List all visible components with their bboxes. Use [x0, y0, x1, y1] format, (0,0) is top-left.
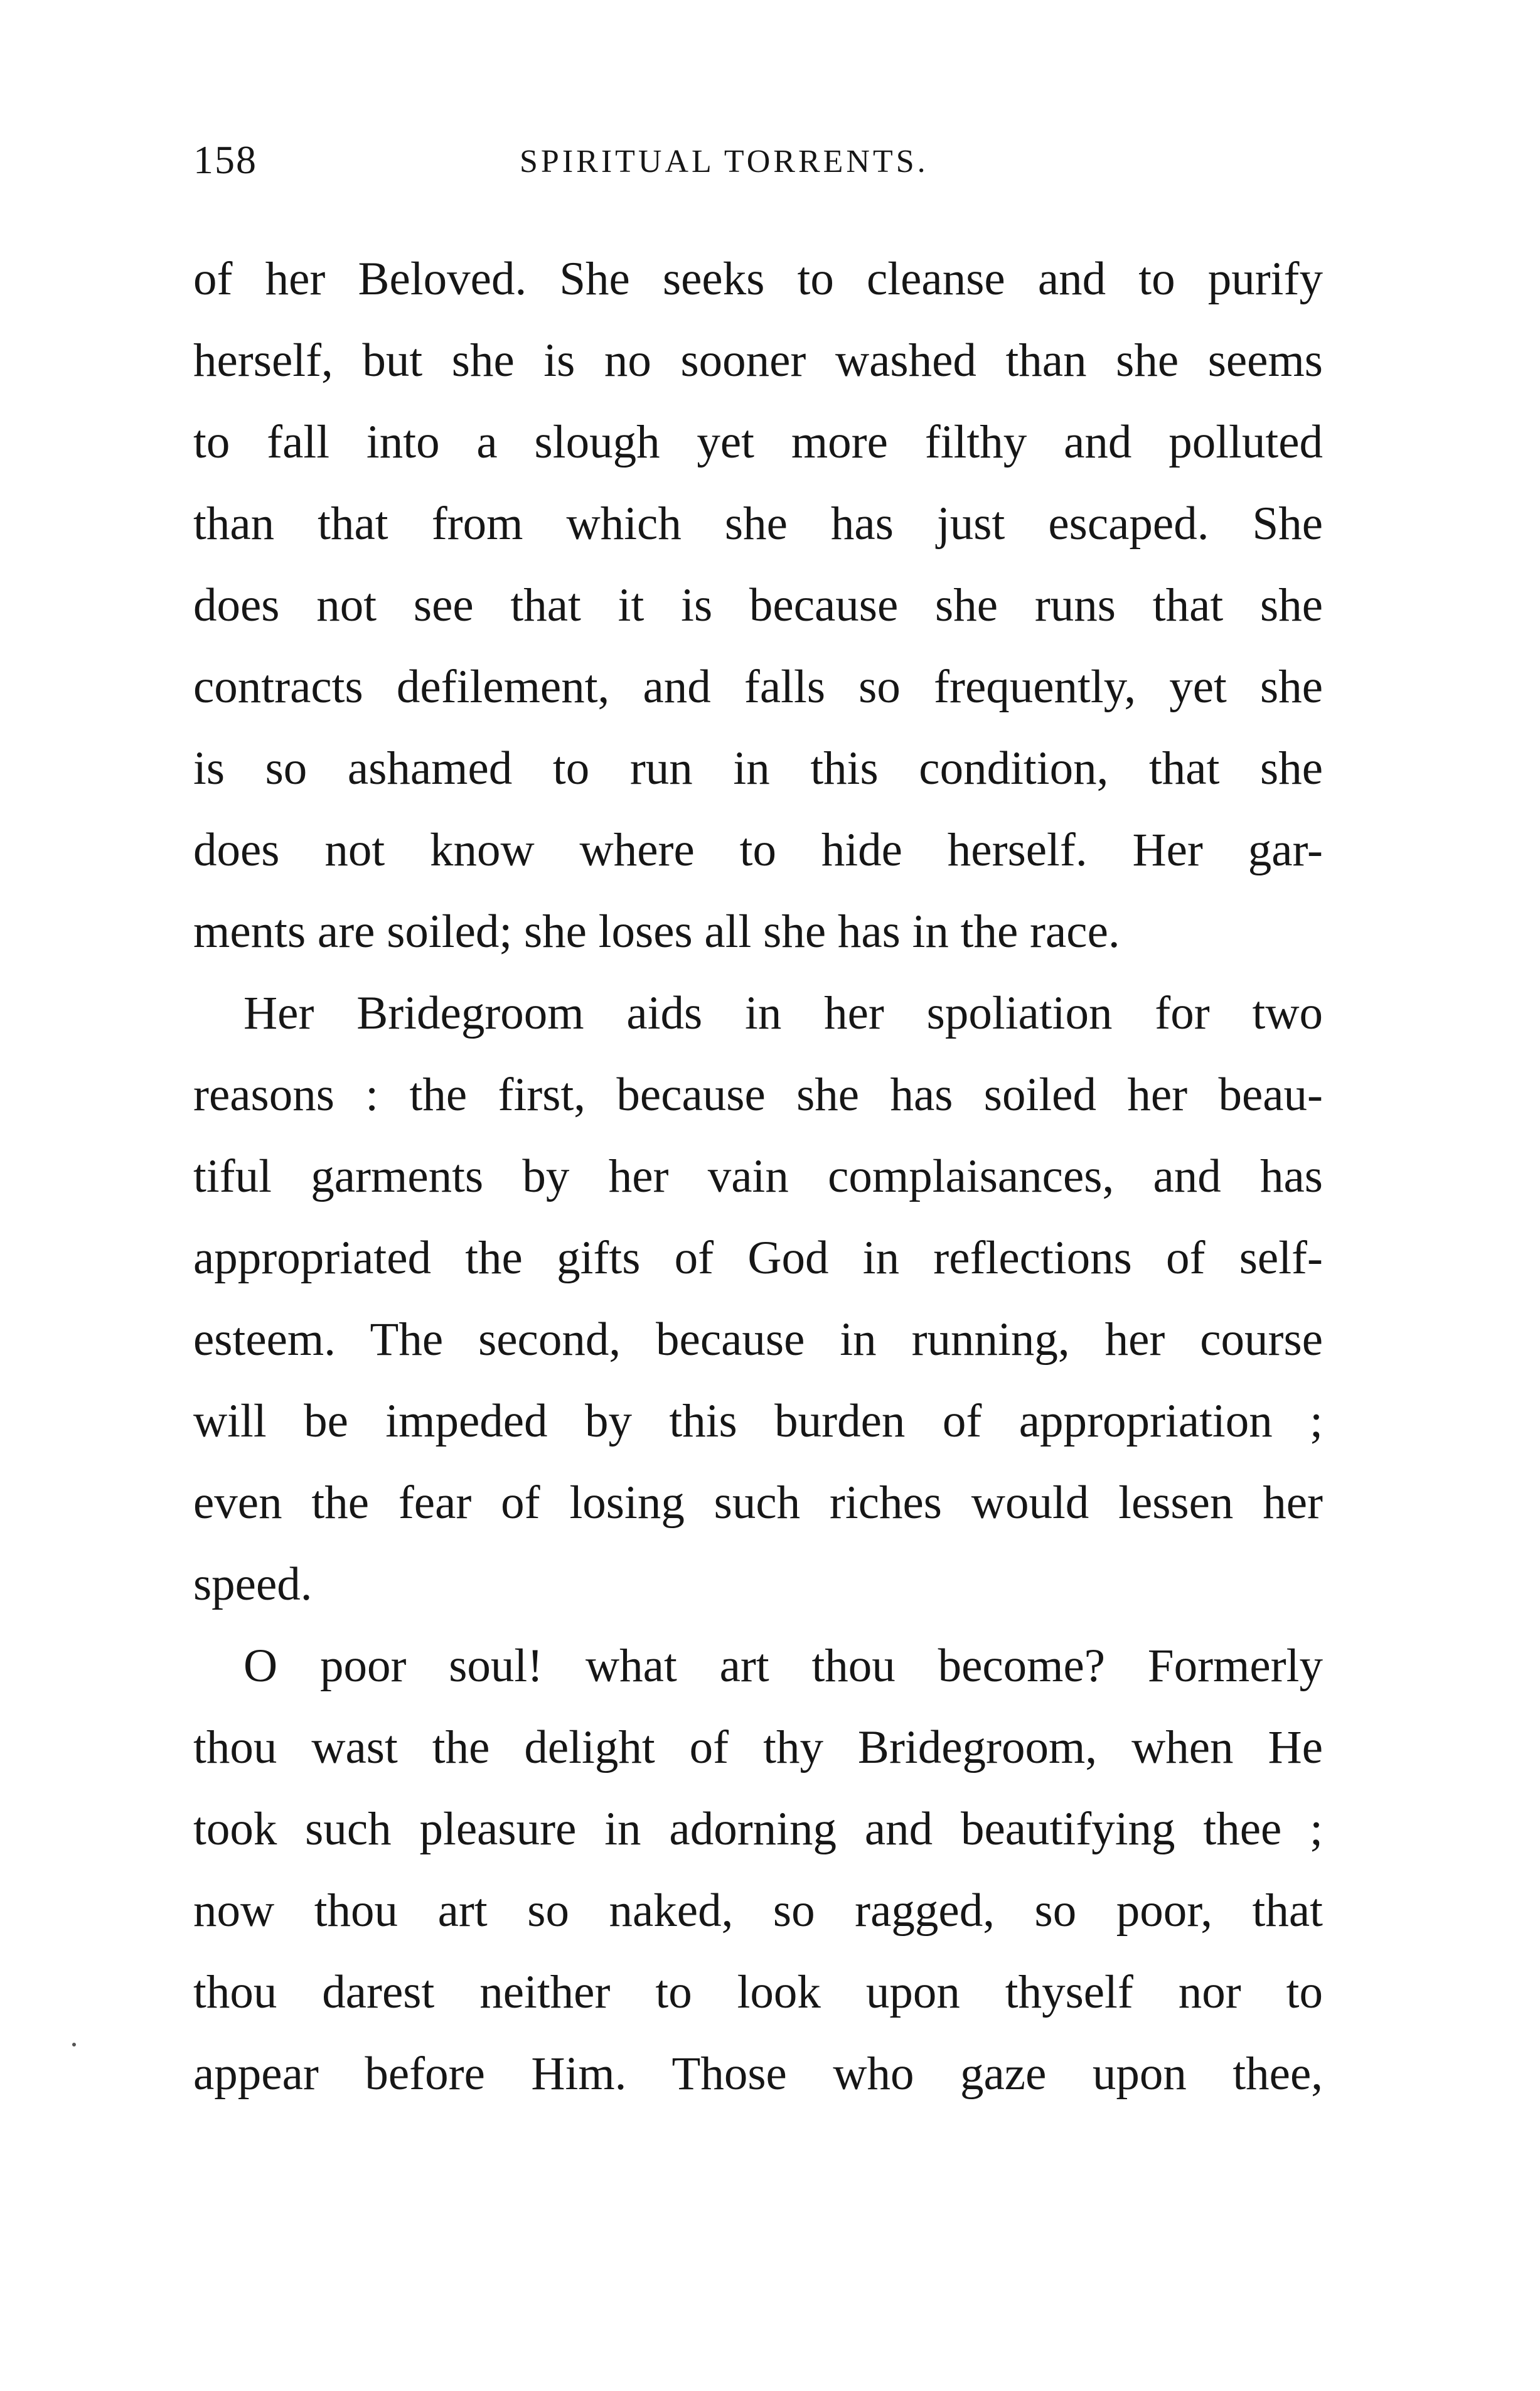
page-header — [193, 137, 1317, 193]
text-line: even the fear of losing such riches would lessen her — [193, 1477, 1323, 1529]
text-line: Her Bridegroom aids in her spoliation for two — [243, 987, 1323, 1039]
text-line: of her Beloved. She seeks to cleanse and to purify — [193, 253, 1323, 305]
text-line: will be impeded by this burden of appropriation ; — [193, 1395, 1323, 1447]
text-line: now thou art so naked, so ragged, so poor, that — [193, 1885, 1323, 1937]
text-line: than that from which she has just escaped. She — [193, 498, 1323, 550]
text-line: does not know where to hide herself. Her gar- — [193, 824, 1323, 876]
text-line: speed. — [193, 1558, 313, 1610]
text-line: appear before Him. Those who gaze upon thee, — [193, 2048, 1323, 2100]
text-line: appropriated the gifts of God in reflections of self- — [193, 1232, 1323, 1284]
text-line: thou wast the delight of thy Bridegroom, when He — [193, 1721, 1323, 1773]
text-line: O poor soul! what art thou become? Formerly — [243, 1640, 1323, 1692]
running-title: SPIRITUAL TORRENTS. — [520, 144, 929, 179]
page-number: 158 — [193, 137, 257, 182]
text-line: herself, but she is no sooner washed than she seems — [193, 334, 1323, 387]
text-line: thou darest neither to look upon thyself nor to — [193, 1966, 1323, 2018]
text-line: does not see that it is because she runs that she — [193, 579, 1323, 631]
text-line: is so ashamed to run in this condition, that she — [193, 742, 1323, 794]
text-line: reasons : the first, because she has soiled her beau- — [193, 1069, 1323, 1121]
text-line: esteem. The second, because in running, her course — [193, 1313, 1323, 1366]
body-text — [193, 238, 1323, 2115]
text-line: to fall into a slough yet more filthy and polluted — [193, 416, 1323, 468]
ink-speck — [72, 2043, 76, 2046]
text-line: ments are soiled; she loses all she has in the race. — [193, 906, 1120, 958]
text-line: contracts defilement, and falls so frequently, yet she — [193, 661, 1323, 713]
text-line: took such pleasure in adorning and beautifying thee ; — [193, 1803, 1323, 1855]
text-line: tiful garments by her vain complaisances, and has — [193, 1150, 1323, 1202]
